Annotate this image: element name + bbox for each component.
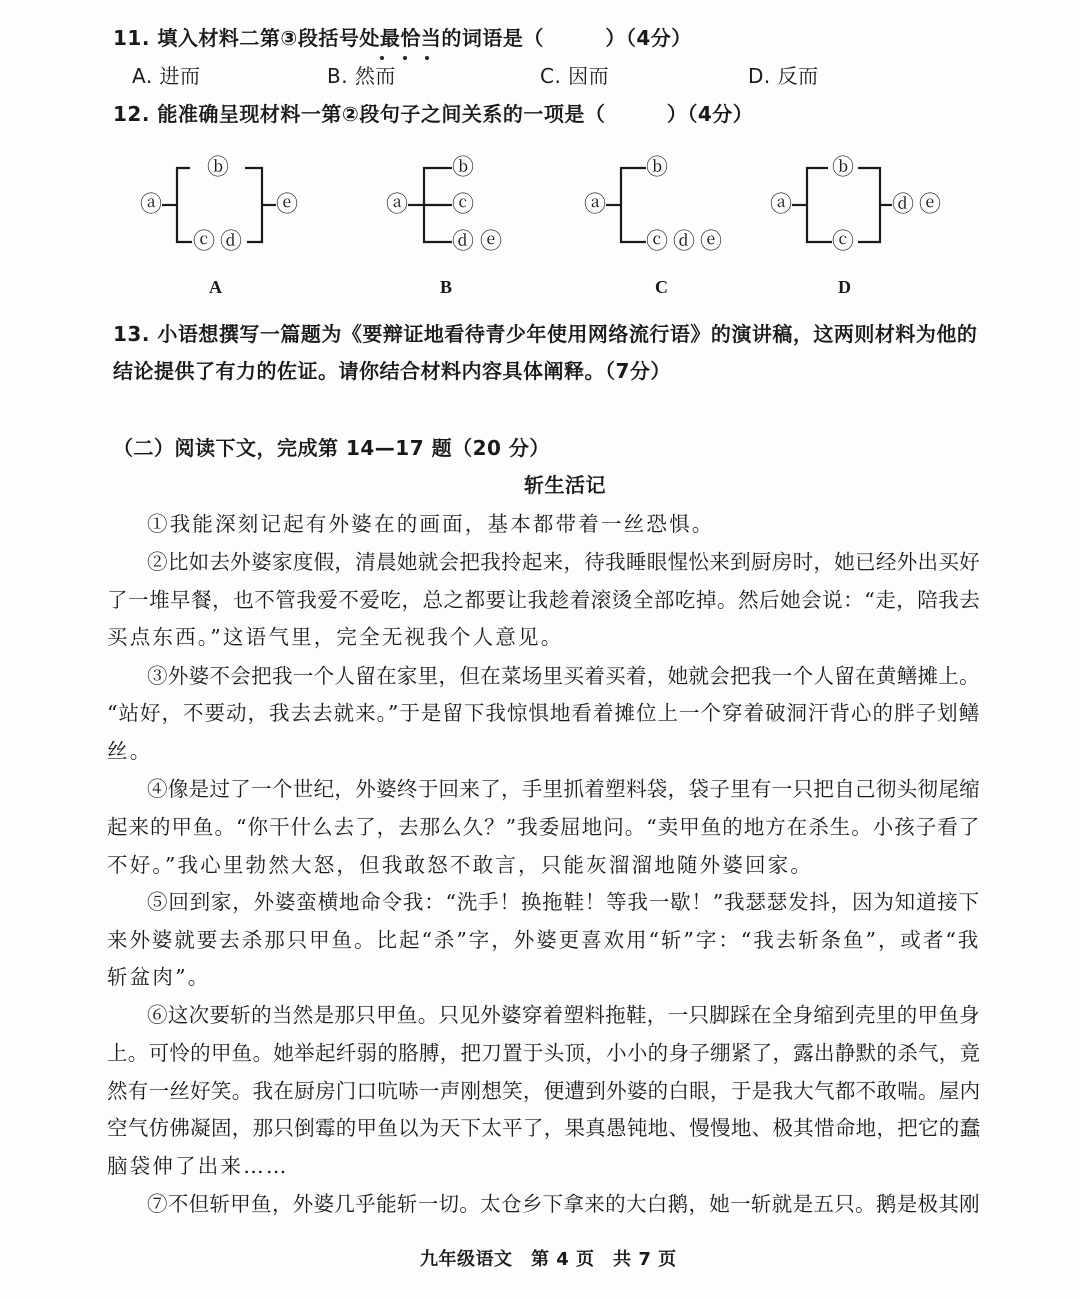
circle-a: ⓐ [385, 192, 409, 218]
article-line: 空气仿佛凝固，那只倒霉的甲鱼以为天下太平了，果真愚钝地、慢慢地、极其惜命地，把它的蠢 [107, 1116, 981, 1140]
q11-stem: 11. 填入材料二第③段括号处最恰当的词语是（ ）（4分） [113, 26, 692, 50]
article-line: 脑袋伸了出来…… [107, 1154, 289, 1178]
article-line: 起来的甲鱼。“你干什么去了，去那么久？”我委屈地问。“卖甲鱼的地方在杀生。小孩子看了 [107, 815, 981, 839]
circle-d: ⓓ [451, 229, 475, 255]
article-line: 上。可怜的甲鱼。她举起纤弱的胳膊，把刀置于头顶，小小的身子绷紧了，露出静默的杀气，竟 [107, 1041, 981, 1065]
circle-c: ⓒ [451, 192, 475, 218]
emphasis-dot [403, 56, 407, 60]
article-line: 了一堆早餐，也不管我爱不爱吃，总之都要让我趁着滚烫全部吃掉。然后她会说：“走，陪我去 [107, 588, 981, 612]
article-line: ③外婆不会把我一个人留在家里，但在菜场里买着买着，她就会把我一个人留在黄鳝摊上。 [147, 664, 980, 688]
article-line: ⑤回到家，外婆蛮横地命令我：“洗手！换拖鞋！等我一歇！”我瑟瑟发抖，因为知道接下 [147, 890, 980, 914]
article-line: 买点东西。”这语气里，完全无视我个人意见。 [107, 625, 564, 649]
diagram-label-c: C [655, 277, 668, 297]
q12-stem: 12. 能准确呈现材料一第②段句子之间关系的一项是（ ）（4分） [113, 102, 754, 126]
circle-b: ⓑ [206, 155, 230, 181]
circle-c: ⓒ [831, 229, 855, 255]
q11-option-d: D. 反而 [748, 64, 819, 88]
circle-b: ⓑ [645, 155, 669, 181]
article-line: 丝。 [107, 739, 153, 763]
diagram-label-b: B [440, 277, 453, 297]
diagram-svg [0, 140, 1080, 440]
article-line: 斩盆肉”。 [107, 965, 211, 989]
circle-a: ⓐ [139, 192, 163, 218]
article-line: ⑦不但斩甲鱼，外婆几乎能斩一切。太仓乡下拿来的大白鹅，她一斩就是五只。鹅是极其刚 [147, 1192, 980, 1216]
q11-option-c: C. 因而 [540, 64, 610, 88]
circle-e: ⓔ [275, 192, 299, 218]
q13-line-2: 结论提供了有力的佐证。请你结合材料内容具体阐释。（7分） [113, 359, 671, 383]
page-footer: 九年级语文 第 4 页 共 7 页 [420, 1249, 677, 1270]
circle-d: ⓓ [672, 229, 696, 255]
article-line: 不好。”我心里勃然大怒，但我敢怒不敢言，只能灰溜溜地随外婆回家。 [107, 853, 814, 877]
circle-a: ⓐ [769, 192, 793, 218]
circle-b: ⓑ [831, 155, 855, 181]
circle-c: ⓒ [645, 229, 669, 255]
article-line: ⑥这次要斩的当然是那只甲鱼。只见外婆穿着塑料拖鞋，一只脚踩在全身缩到壳里的甲鱼身 [147, 1003, 980, 1027]
article-line: “站好，不要动，我去去就来。”于是留下我惊惧地看着摊位上一个穿着破洞汗背心的胖子划鳝 [107, 701, 981, 725]
section-heading: （二）阅读下文，完成第 14—17 题（20 分） [113, 436, 550, 460]
circle-c: ⓒ [192, 229, 216, 255]
circle-d: ⓓ [891, 192, 915, 218]
q13-line-1: 13. 小语想撰写一篇题为《要辩证地看待青少年使用网络流行语》的演讲稿，这两则材料为他的 [113, 322, 978, 346]
circle-b: ⓑ [451, 155, 475, 181]
circle-e: ⓔ [479, 229, 503, 255]
article-line: 然有一丝好笑。我在厨房门口吭哧一声刚想笑，便遭到外婆的白眼，于是我大气都不敢喘。屋内 [107, 1079, 981, 1103]
circle-e: ⓔ [918, 192, 942, 218]
article-line: 来外婆就要去杀那只甲鱼。比起“杀”字，外婆更喜欢用“斩”字：“我去斩条鱼”，或者“我 [107, 928, 981, 952]
emphasis-dot [425, 56, 429, 60]
emphasis-dot [380, 56, 384, 60]
q11-option-b: B. 然而 [327, 64, 396, 88]
circle-d: ⓓ [219, 229, 243, 255]
circle-a: ⓐ [583, 192, 607, 218]
diagram-label-d: D [838, 277, 851, 297]
circle-e: ⓔ [699, 229, 723, 255]
q11-option-a: A. 进而 [132, 64, 201, 88]
article-title: 斩生活记 [524, 473, 606, 497]
article-line: ①我能深刻记起有外婆在的画面，基本都带着一丝恐惧。 [147, 512, 715, 536]
article-line: ②比如去外婆家度假，清晨她就会把我拎起来，待我睡眼惺忪来到厨房时，她已经外出买好 [147, 550, 980, 574]
article-line: ④像是过了一个世纪，外婆终于回来了，手里抓着塑料袋，袋子里有一只把自己彻头彻尾缩 [147, 777, 980, 801]
diagram-label-a: A [209, 277, 222, 297]
